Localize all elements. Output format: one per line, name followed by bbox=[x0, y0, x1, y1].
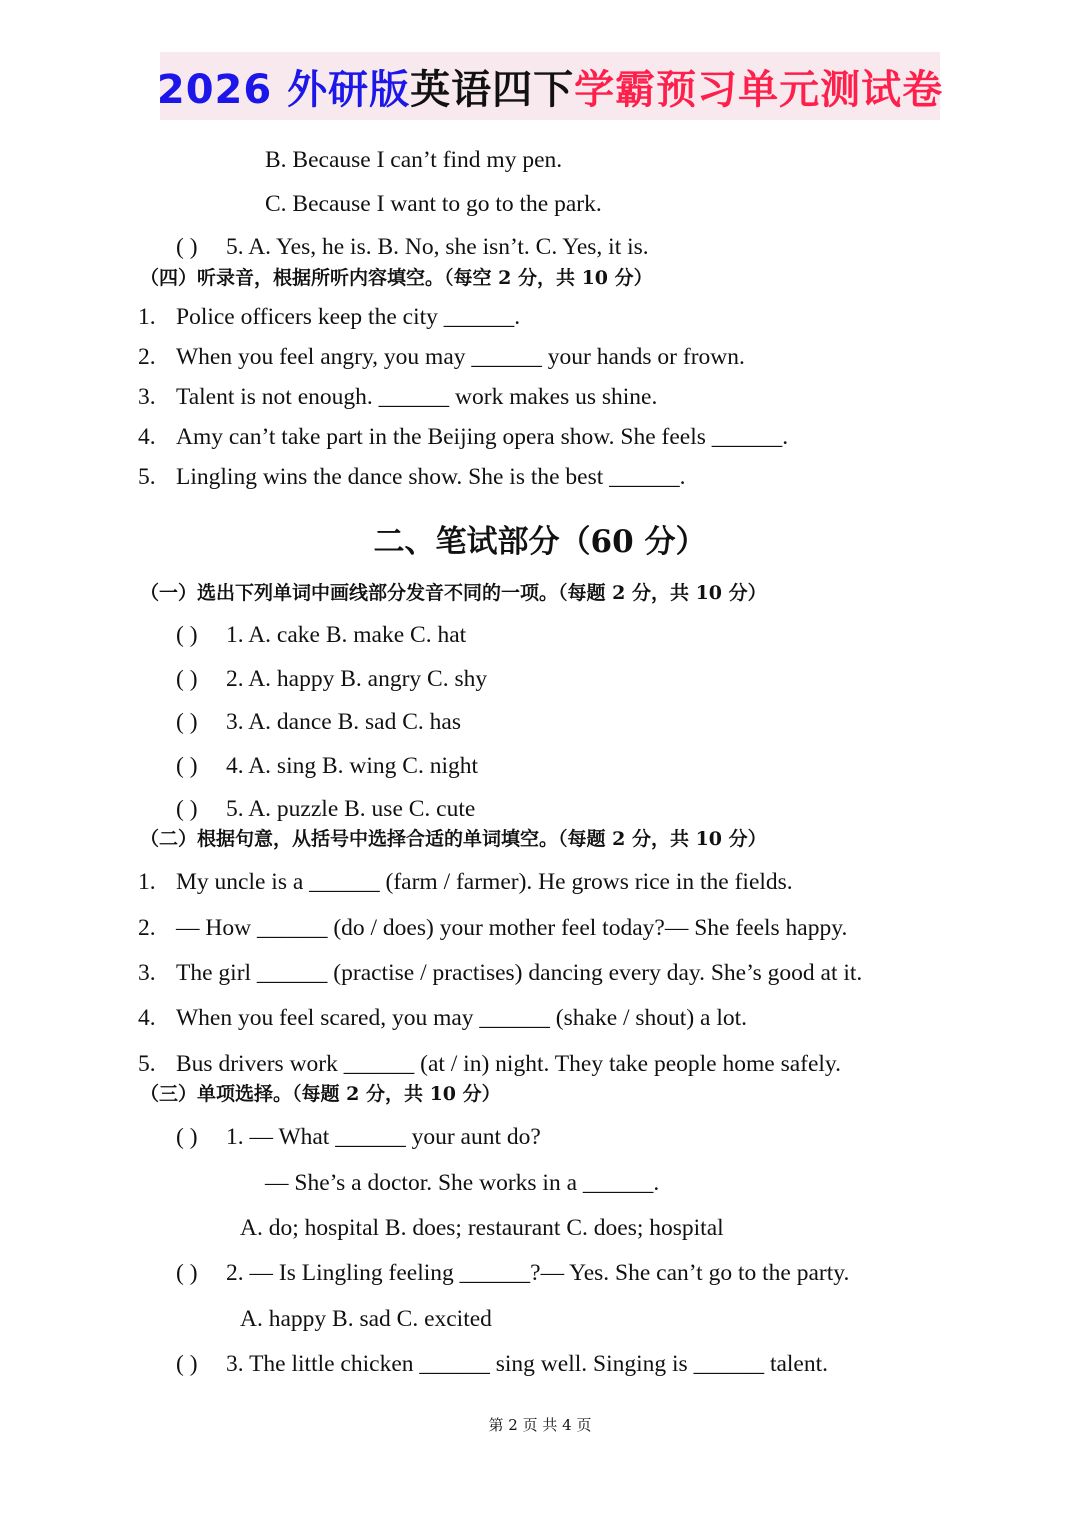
question-3 bbox=[176, 1353, 828, 1377]
item-text: — How ______ (do / does) your mother feel today?— She feels happy. bbox=[176, 915, 848, 941]
banner-series: 学霸预习单元测试卷 bbox=[574, 66, 944, 113]
question-text: 2. A. happy B. angry C. shy bbox=[226, 666, 488, 692]
item-text: My uncle is a ______ (farm / farmer). He grows rice in the fields. bbox=[176, 869, 793, 895]
item-text: When you feel angry, you may ______ your hands or frown. bbox=[176, 344, 745, 370]
list-item bbox=[176, 711, 461, 735]
question-1-answer-line: — She’s a doctor. She works in a ______. bbox=[265, 1170, 660, 1196]
question-2-options: A. happy B. sad C. excited bbox=[240, 1306, 492, 1332]
list-item bbox=[138, 426, 788, 450]
item-number: 4. bbox=[138, 424, 156, 450]
answer-bracket[interactable]: ( ) bbox=[176, 1351, 198, 1377]
item-text: When you feel scared, you may ______ (shake / shout) a lot. bbox=[176, 1005, 748, 1031]
answer-bracket[interactable]: ( ) bbox=[176, 796, 198, 822]
question-1 bbox=[176, 1126, 541, 1150]
list-item bbox=[138, 871, 793, 895]
list-item bbox=[176, 798, 475, 822]
list-item bbox=[176, 624, 466, 648]
prev-option-c: C. Because I want to go to the park. bbox=[265, 191, 602, 217]
item-number: 2. bbox=[138, 344, 156, 370]
prev-question-5 bbox=[176, 236, 649, 260]
question-text: 3. The little chicken ______ sing well. Singing is ______ talent. bbox=[226, 1351, 829, 1377]
item-number: 5. bbox=[138, 1051, 156, 1077]
item-text: Amy can’t take part in the Beijing opera show. She feels ______. bbox=[176, 424, 789, 450]
item-number: 5. bbox=[138, 464, 156, 490]
item-text: Talent is not enough. ______ work makes us shine. bbox=[176, 384, 658, 410]
question-text: 2. — Is Lingling feeling ______?— Yes. She can’t go to the party. bbox=[226, 1260, 850, 1286]
list-item bbox=[138, 346, 745, 370]
list-item bbox=[138, 1053, 841, 1077]
item-number: 1. bbox=[138, 869, 156, 895]
list-item bbox=[138, 962, 862, 986]
answer-bracket[interactable]: ( ) bbox=[176, 1124, 198, 1150]
answer-bracket[interactable]: ( ) bbox=[176, 622, 198, 648]
item-text: Lingling wins the dance show. She is the best ______. bbox=[176, 464, 686, 490]
list-item bbox=[138, 386, 657, 410]
list-item bbox=[176, 755, 478, 779]
answer-bracket[interactable]: ( ) bbox=[176, 234, 198, 260]
page-number: 第 2 页 共 4 页 bbox=[488, 1416, 592, 1434]
question-text: 5. A. Yes, he is. B. No, she isn’t. C. Yes, it is. bbox=[226, 234, 649, 260]
list-item bbox=[176, 668, 487, 692]
part1-heading: （一）选出下列单词中画线部分发音不同的一项。（每题 2 分，共 10 分） bbox=[140, 582, 767, 604]
item-number: 3. bbox=[138, 384, 156, 410]
part3-heading: （三）单项选择。（每题 2 分，共 10 分） bbox=[140, 1083, 501, 1105]
list-item bbox=[138, 917, 847, 941]
item-number: 4. bbox=[138, 1005, 156, 1031]
item-text: Police officers keep the city ______. bbox=[176, 304, 521, 330]
prev-option-b: B. Because I can’t find my pen. bbox=[265, 147, 563, 173]
question-text: 1. A. cake B. make C. hat bbox=[226, 622, 467, 648]
item-text: The girl ______ (practise / practises) dancing every day. She’s good at it. bbox=[176, 960, 863, 986]
banner-subject: 英语四下 bbox=[410, 66, 575, 113]
written-section-title: 二、笔试部分（60 分） bbox=[373, 524, 707, 560]
banner-year-edition: 2026 外研版 bbox=[156, 66, 411, 113]
item-number: 1. bbox=[138, 304, 156, 330]
answer-bracket[interactable]: ( ) bbox=[176, 709, 198, 735]
answer-bracket[interactable]: ( ) bbox=[176, 666, 198, 692]
question-2 bbox=[176, 1262, 849, 1286]
question-text: 3. A. dance B. sad C. has bbox=[226, 709, 461, 735]
part2-heading: （二）根据句意，从括号中选择合适的单词填空。（每题 2 分，共 10 分） bbox=[140, 828, 767, 850]
item-text: Bus drivers work ______ (at / in) night. They take people home safely. bbox=[176, 1051, 842, 1077]
question-text: 4. A. sing B. wing C. night bbox=[226, 753, 479, 779]
answer-bracket[interactable]: ( ) bbox=[176, 1260, 198, 1286]
list-item bbox=[138, 466, 686, 490]
header-banner bbox=[156, 52, 944, 120]
list-item bbox=[138, 306, 520, 330]
question-1-options: A. do; hospital B. does; restaurant C. does; hospital bbox=[240, 1215, 724, 1241]
question-text: 5. A. puzzle B. use C. cute bbox=[226, 796, 476, 822]
banner-title bbox=[157, 58, 943, 115]
item-number: 2. bbox=[138, 915, 156, 941]
item-number: 3. bbox=[138, 960, 156, 986]
answer-bracket[interactable]: ( ) bbox=[176, 753, 198, 779]
question-text: 1. — What ______ your aunt do? bbox=[226, 1124, 541, 1150]
list-item bbox=[138, 1007, 747, 1031]
listening-part4-heading: （四）听录音，根据所听内容填空。（每空 2 分，共 10 分） bbox=[140, 267, 653, 289]
